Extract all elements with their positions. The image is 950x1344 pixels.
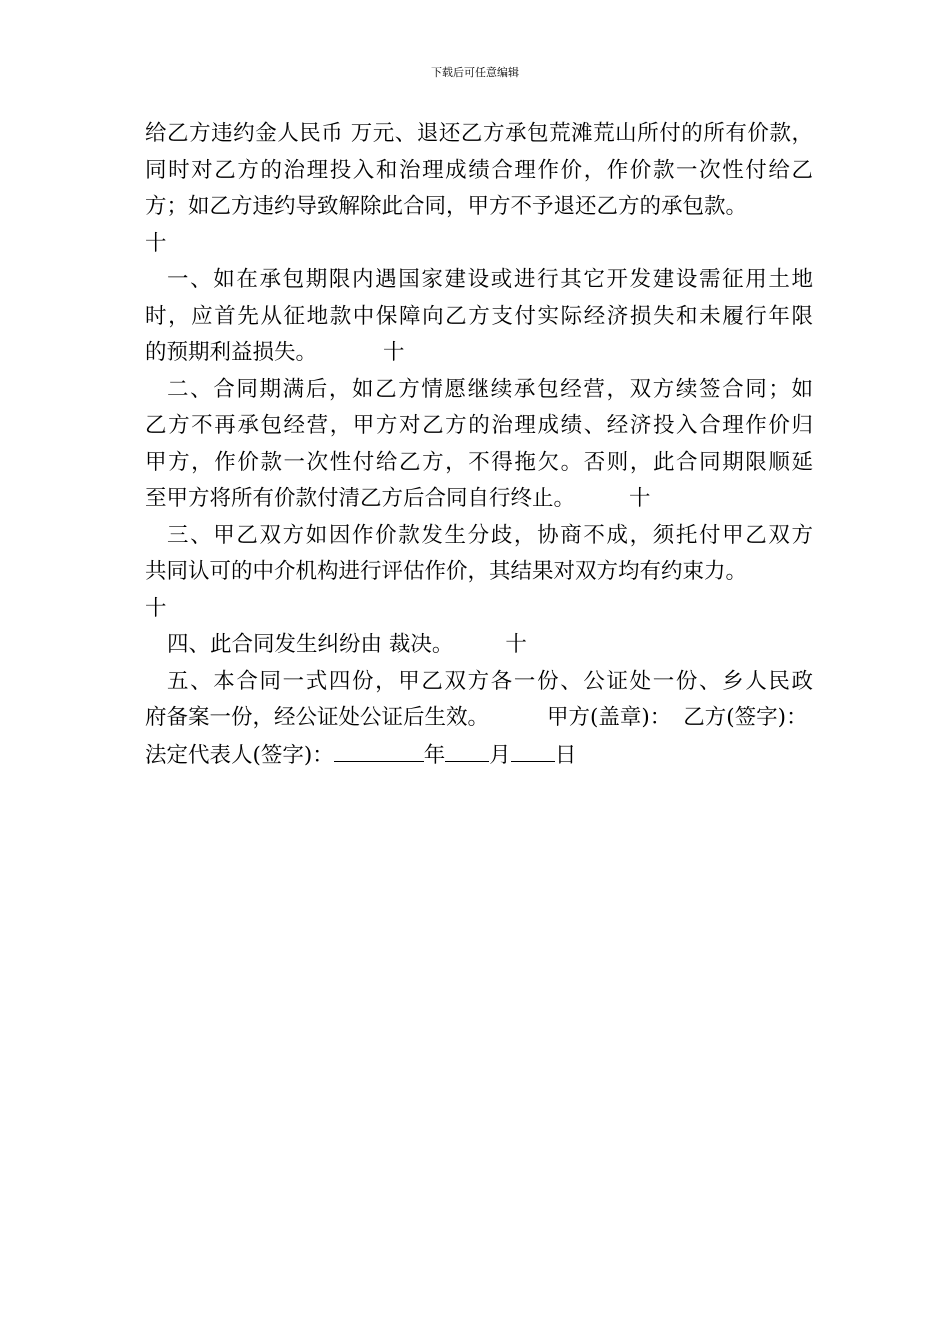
clause-4: 四、此合同发生纠纷由 裁决。	[167, 632, 454, 657]
clause-2-line: 二、合同期满后，如乙方情愿继续承包经营，双方续签合同；如	[167, 376, 813, 402]
text-line: 乙方不再承包经营，甲方对乙方的治理成绩、经济投入合理作价归	[145, 413, 813, 438]
text-line: 甲方，作价款一次性付给乙方，不得拖欠。否则，此合同期限顺延	[145, 449, 813, 475]
party-a-seal-label: 甲方(盖章)：	[547, 705, 672, 730]
text-line	[145, 481, 813, 518]
text-line: 方；如乙方违约导致解除此合同，甲方不予退还乙方的承包款。	[145, 194, 748, 219]
text-line: 时，应首先从征地款中保障向乙方支付实际经济损失和未履行年限	[145, 303, 813, 329]
signature-line	[145, 737, 813, 774]
day-label: 日	[554, 742, 577, 768]
section-marker: 十	[629, 486, 651, 511]
section-marker: 十	[145, 595, 167, 621]
month-label: 月	[489, 742, 511, 768]
day-blank[interactable]	[511, 737, 555, 762]
clause-2-end: 至甲方将所有价款付清乙方后合同自行终止。	[145, 486, 576, 511]
year-label: 年	[423, 742, 446, 768]
section-marker: 十	[383, 340, 405, 365]
month-blank[interactable]	[445, 737, 489, 762]
clause-1-line: 一、如在承包期限内遇国家建设或进行其它开发建设需征用土地	[167, 267, 813, 292]
text-line: 同时对乙方的治理投入和治理成绩合理作价，作价款一次性付给乙	[145, 157, 813, 183]
signature-blank[interactable]	[334, 737, 424, 762]
party-b-sign-label: 乙方(签字)：	[683, 705, 808, 730]
text-line	[145, 335, 813, 372]
clause-5-line: 五、本合同一式四份，甲乙双方各一份、公证处一份、乡人民政	[167, 668, 813, 694]
text-line: 共同认可的中介机构进行评估作价，其结果对双方均有约束力。	[145, 559, 748, 584]
section-marker: 十	[145, 230, 167, 256]
text-line: 给乙方违约金人民币 万元、退还乙方承包荒滩荒山所付的所有价款，	[145, 121, 813, 146]
clause-1-end: 的预期利益损失。	[145, 340, 318, 365]
page-header-note: 下载后可任意编辑	[431, 66, 519, 79]
clause-5-end: 府备案一份，经公证处公证后生效。	[145, 705, 490, 730]
text-line	[145, 700, 813, 737]
contract-body	[145, 116, 813, 773]
section-marker: 十	[505, 632, 527, 657]
legal-rep-label: 法定代表人(签字)：	[145, 742, 334, 768]
text-line	[145, 627, 813, 664]
clause-3-line: 三、甲乙双方如因作价款发生分歧，协商不成，须托付甲乙双方	[167, 522, 813, 548]
